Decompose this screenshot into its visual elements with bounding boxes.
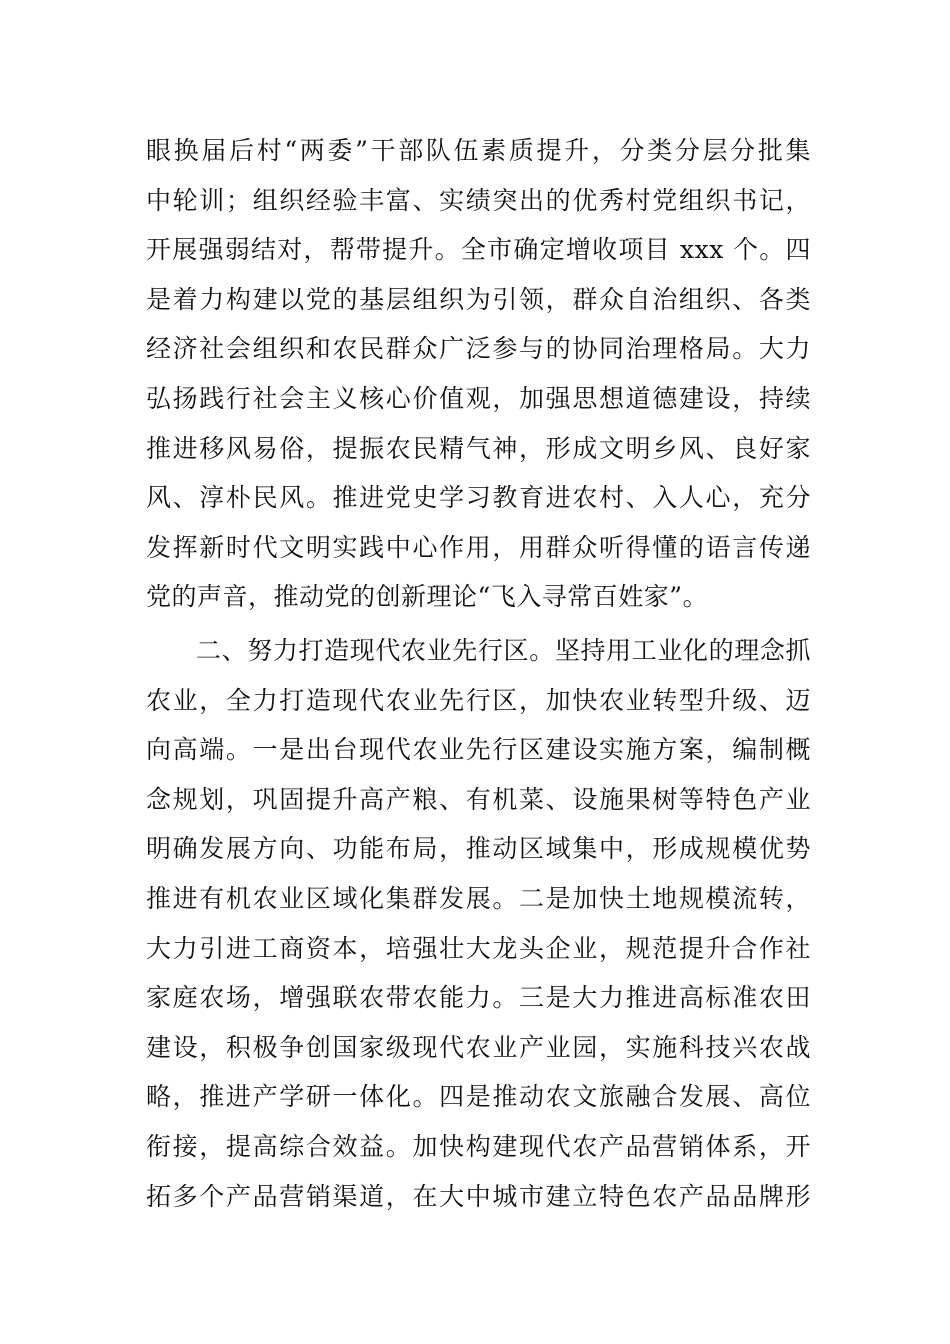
text-line: 农业，全力打造现代农业先行区，加快农业转型升级、迈 [146, 685, 811, 715]
text-line: 是着力构建以党的基层组织为引领，群众自治组织、各类 [146, 284, 811, 314]
text-line: 弘扬践行社会主义核心价值观，加强思想道德建设，持续 [146, 383, 811, 413]
text-line: 拓多个产品营销渠道，在大中城市建立特色农产品品牌形 [146, 1181, 811, 1211]
text-line: 略，推进产学研一体化。四是推动农文旅融合发展、高位 [146, 1082, 811, 1112]
text-line: 推进有机农业区域化集群发展。二是加快土地规模流转， [146, 883, 811, 913]
text-line: 大力引进工商资本，培强壮大龙头企业，规范提升合作社 [146, 933, 811, 963]
text-line: 眼换届后村“两委”干部队伍素质提升，分类分层分批集 [146, 136, 811, 165]
text-line: 向高端。一是出台现代农业先行区建设实施方案，编制概 [146, 735, 811, 765]
text-line: 发挥新时代文明实践中心作用，用群众听得懂的语言传递 [146, 532, 811, 562]
text-line: 念规划，巩固提升高产粮、有机菜、设施果树等特色产业 [146, 784, 811, 814]
text-line: 风、淳朴民风。推进党史学习教育进农村、入人心，充分 [146, 483, 811, 513]
text-line: 经济社会组织和农民群众广泛参与的协同治理格局。大力 [146, 334, 811, 364]
text-line: 推进移风易俗，提振农民精气神，形成文明乡风、良好家 [146, 433, 811, 463]
text-line: 家庭农场，增强联农带农能力。三是大力推进高标准农田 [146, 983, 811, 1013]
text-line: 中轮训；组织经验丰富、实绩突出的优秀村党组织书记， [146, 185, 811, 215]
paragraph-2 [146, 626, 811, 1221]
text-line: 二、努力打造现代农业先行区。坚持用工业化的理念抓 [196, 636, 811, 665]
text-line: 明确发展方向、功能布局，推动区域集中，形成规模优势 [146, 834, 811, 864]
paragraph-1 [146, 126, 811, 622]
text-line: 党的声音，推动党的创新理论“飞入寻常百姓家”。 [146, 582, 709, 612]
text-line: 开展强弱结对，帮带提升。全市确定增收项目 xxx 个。四 [146, 235, 811, 265]
text-line: 建设，积极争创国家级现代农业产业园，实施科技兴农战 [146, 1032, 811, 1062]
text-line: 衔接，提高综合效益。加快构建现代农产品营销体系，开 [146, 1131, 811, 1161]
